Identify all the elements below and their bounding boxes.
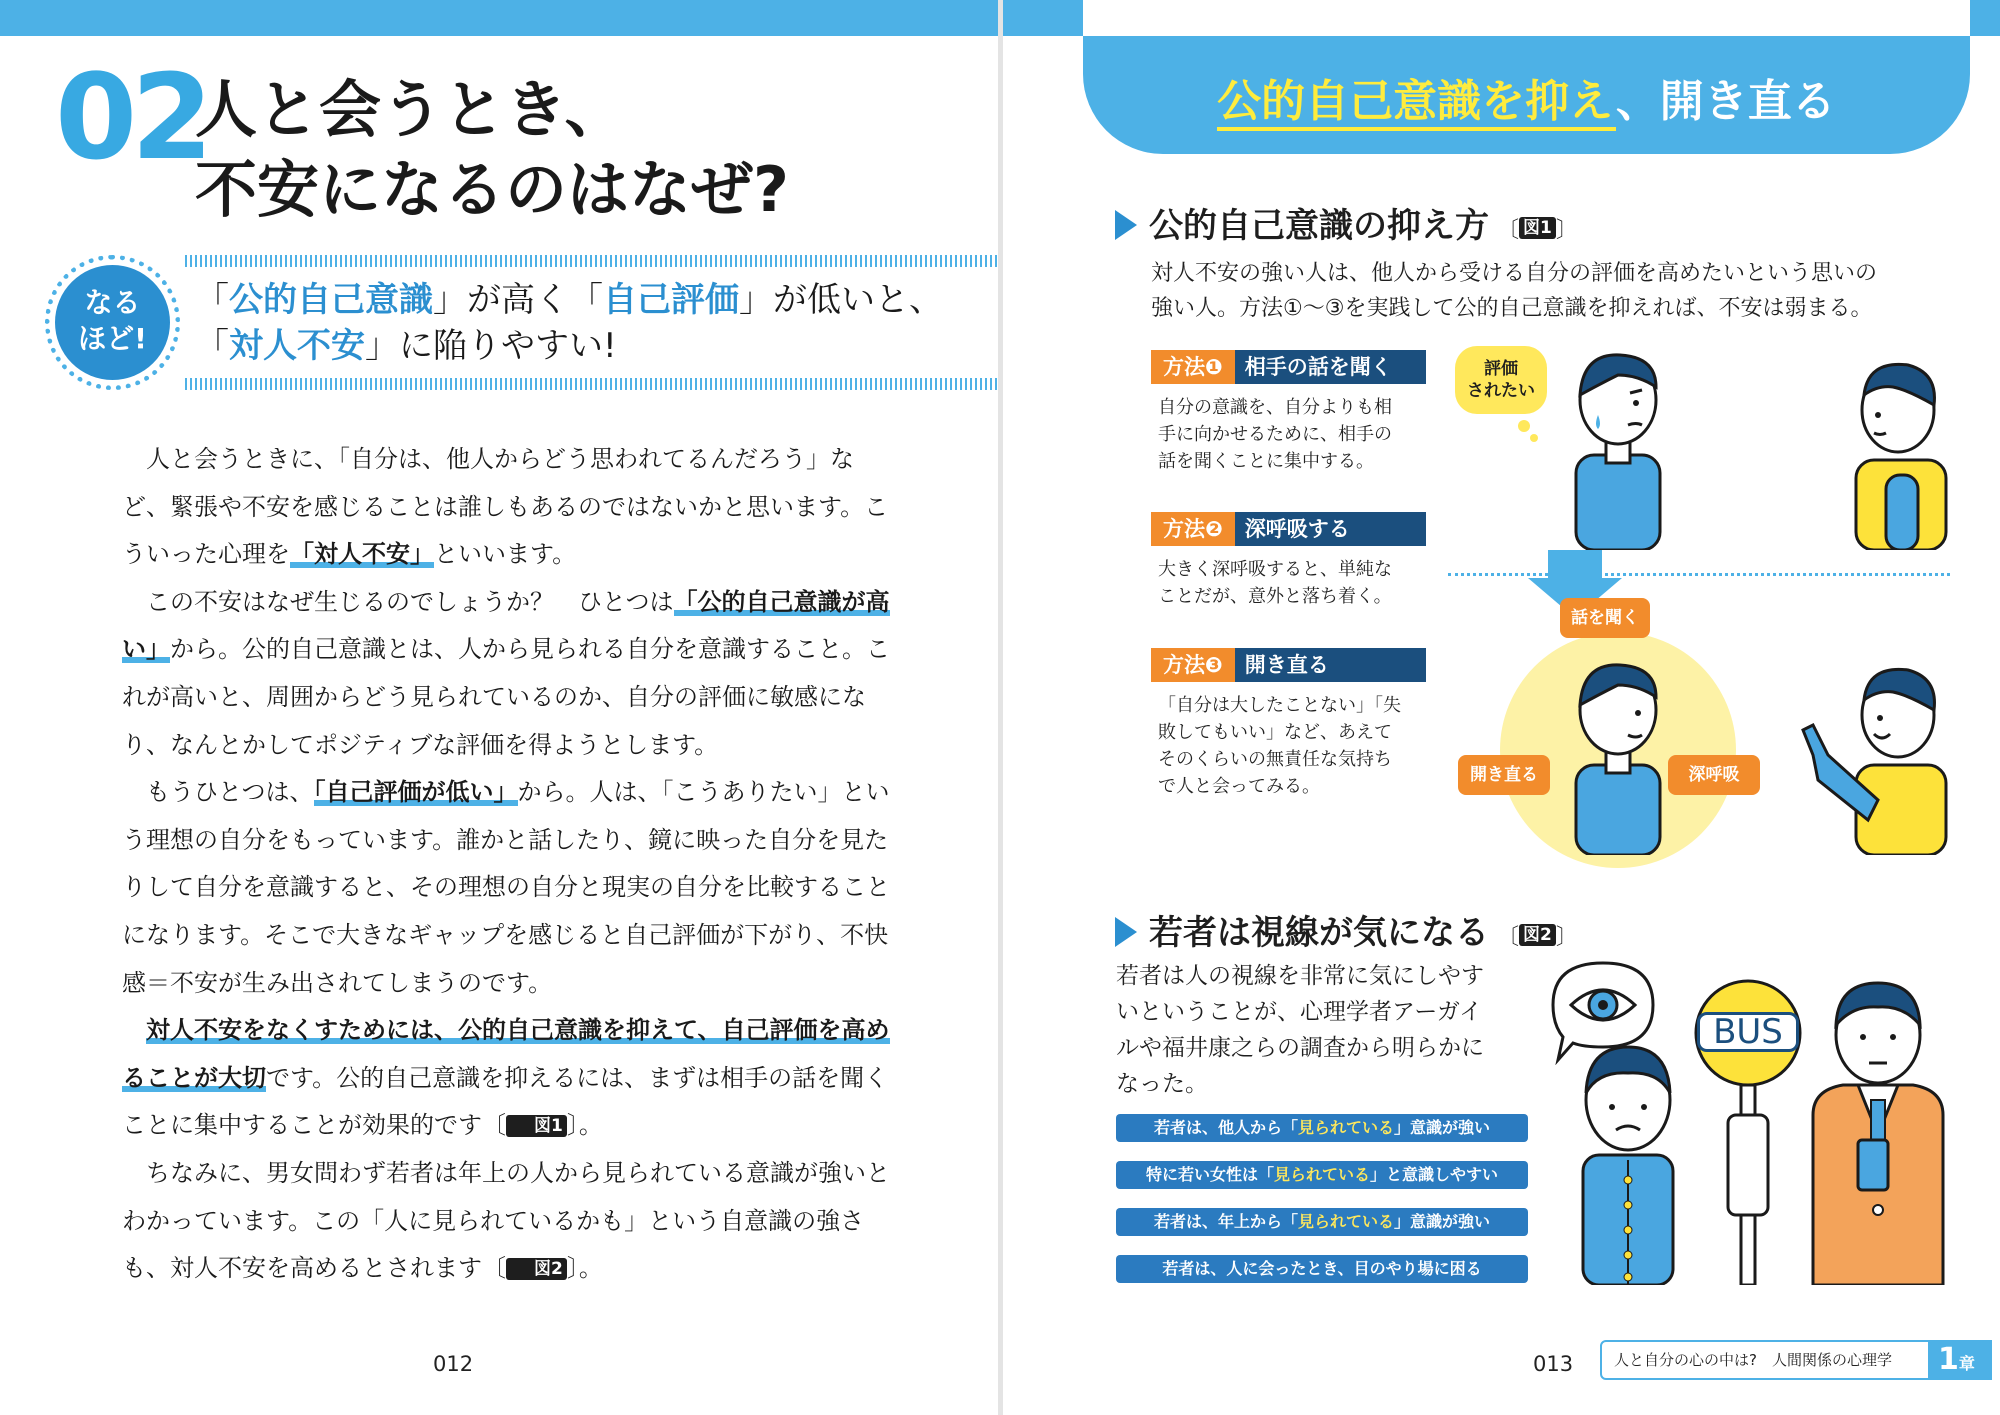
student-illustration [1568, 1035, 1688, 1285]
method-title: 開き直る [1244, 653, 1329, 677]
paragraph: 対人不安をなくすためには、公的自己意識を抑えて、自己評価を高めることが大切です。公的自己意識を抑えるには、まずは相手の話を聞くことに集中することが効果的です〔 図1 〕。 [122, 1016, 890, 1140]
triangle-bullet-icon [1115, 917, 1137, 947]
fact-pill: 若者は、年上から「見られている」意識が強い [1116, 1208, 1528, 1236]
fact-pill: 若者は、他人から「見られている」意識が強い [1116, 1114, 1528, 1142]
chapter-number: 1 [1938, 1342, 1959, 1377]
bubble-dot [1530, 434, 1538, 442]
top-accent-bar [1970, 0, 2000, 36]
method3-description: 「自分は大したことない」「失 敗してもいい」など、あえて そのくらいの無責任な気持ち で人と会ってみる。 [1158, 695, 1401, 797]
paragraph: この不安はなぜ生じるのでしょうか？ ひとつは「公的自己意識が高い」から。公的自己意識とは、人から見られる自分を意識すること。これが高いと、周囲からどう見られているのか、自分の評価に敏感になり、なんとかしてポジティブな評価を得ようとします。 [122, 587, 890, 759]
method1-description: 自分の意識を、自分よりも相 手に向かせるために、相手の 話を聞くことに集中する。 [1158, 397, 1392, 472]
lead-keyword: 自己評価 [603, 280, 739, 320]
lead-keyword: 対人不安 [229, 326, 365, 366]
chapter-label: 章 [1958, 1354, 1975, 1373]
paragraph: ちなみに、男女問わず若者は年上の人から見られている意識が強いとわかっています。この「人に見られているかも」という自意識の強さも、対人不安を高めるとされます〔 図2 〕。 [122, 1158, 890, 1283]
divider-dotted [1448, 573, 1950, 576]
right-page [1003, 0, 2000, 1415]
lesson-number: 02 [55, 48, 208, 186]
lesson-title [195, 70, 789, 230]
method2-bar [1151, 512, 1426, 546]
method1-bar [1151, 350, 1426, 384]
calm-man-illustration [1558, 655, 1678, 855]
chapter-tab [1930, 1340, 1992, 1380]
hatch-rule-bottom [185, 378, 1000, 390]
method2-description: 大きく深呼吸すると、単純な ことだが、意外と落ち着く。 [1158, 559, 1392, 607]
method-title: 深呼吸する [1244, 517, 1350, 541]
banner-highlight: 公的自己意識を抑え [1217, 76, 1616, 131]
method3-bar [1151, 648, 1426, 682]
hatch-rule-top [185, 255, 1000, 267]
bus-sign-label: BUS [1697, 1012, 1799, 1052]
businessman-illustration [1803, 975, 1953, 1285]
thought-bubble: 評価 されたい [1455, 346, 1547, 414]
tag-breathe: 深呼吸 [1668, 755, 1760, 795]
tag-open: 開き直る [1458, 755, 1550, 795]
lesson-title-line1: 人と会うとき、 [195, 73, 627, 146]
paragraph: もうひとつは、「自己評価が低い」から。人は、「こうありたい」という理想の自分をもっています。誰かと話したり、鏡に映った自分を見たりして自分を意識すると、その理想の自分と現実の自分を比較することになります。そこで大きなギャップを感じると自己評価が下がり、不快感＝不安が生み出されてしまうのです。 [122, 778, 890, 997]
top-accent-bar [1003, 0, 1083, 36]
lead-keyword: 公的自己意識 [229, 280, 433, 320]
section2-description: 若者は人の視線を非常に気にしやす いということが、心理学者アーガイ ルや福井康之らの調査から明らかに なった。 [1116, 963, 1484, 1097]
lesson-title-line2: 不安になるのはなぜ? [195, 153, 789, 226]
running-footer: 人と自分の心の中は? 人間関係の心理学 [1600, 1340, 1930, 1380]
body-text [122, 436, 892, 1293]
other-person-illustration [1838, 355, 1958, 550]
figure-ref: 図2 [506, 1258, 567, 1280]
page-number-right: 013 [1533, 1352, 1574, 1376]
figure-label: 図1 [1519, 217, 1556, 239]
nervous-man-illustration [1558, 345, 1678, 550]
section2-heading: 若者は視線が気になる 〔 図2 〕 [1115, 905, 1578, 954]
section1-description: 対人不安の強い人は、他人から受ける自分の評価を高めたいという思いの 強い人。方法①〜③を実践して公的自己意識を抑えれば、不安は弱まる。 [1151, 261, 1878, 321]
method-tag: 方法❶ [1151, 350, 1235, 384]
badge-line2: ほど! [78, 322, 147, 355]
naruhodo-badge [55, 265, 170, 380]
triangle-bullet-icon [1115, 210, 1137, 240]
top-accent-bar [0, 0, 1000, 36]
tag-listen: 話を聞く [1560, 598, 1650, 638]
waving-person-illustration [1788, 660, 1958, 855]
method-tag: 方法❷ [1151, 512, 1235, 546]
fact-pill: 特に若い女性は「見られている」と意識しやすい [1116, 1161, 1528, 1189]
method-title: 相手の話を聞く [1244, 355, 1392, 379]
section1-heading: 公的自己意識の抑え方 〔 図1 〕 [1115, 198, 1578, 247]
bubble-dot [1518, 420, 1530, 432]
badge-line1: なる [84, 286, 141, 319]
method-tag: 方法❸ [1151, 648, 1235, 682]
banner-rest: 、開き直る [1615, 76, 1836, 127]
paragraph: 人と会うときに、「自分は、他人からどう思われてるんだろう」など、緊張や不安を感じることは誰しもあるのではないかと思います。こういった心理を「対人不安」といいます。 [122, 445, 889, 569]
page-number-left: 012 [433, 1352, 474, 1376]
lead-summary: 「公的自己意識」が高く「自己評価」が低いと、 「対人不安」に陥りやすい! [195, 280, 943, 366]
figure-ref: 図1 [506, 1115, 567, 1137]
banner-title [1083, 65, 1970, 129]
figure-label: 図2 [1519, 924, 1556, 946]
fact-pill: 若者は、人に会ったとき、目のやり場に困る [1116, 1255, 1528, 1283]
